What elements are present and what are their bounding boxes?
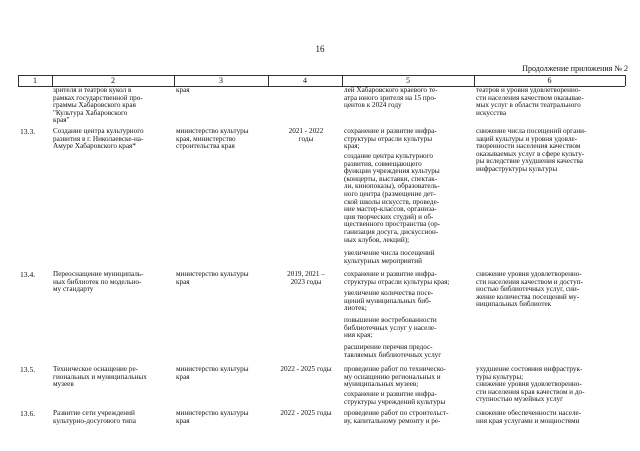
row-result: сохранение и развитие инфра- структуры отрасли культуры края; <box>344 127 437 151</box>
row-executor: края <box>176 86 190 94</box>
column-header: 6 <box>547 76 552 85</box>
column-header: 2 <box>111 76 115 85</box>
row-number: 13.3. <box>20 127 36 136</box>
row-consequences: театров и уровня удовлетворенно- сти населения качеством оказывае- мых услуг в области театрального искусства <box>476 86 584 117</box>
row-measure-name: зрителя и театров кукол в рамках государственной про- граммы Хабаровского края "Культура Хабаровского края" <box>53 86 143 125</box>
row-period: 2022 - 2025 годы <box>280 409 332 417</box>
row-consequences: снижение обеспеченности населе- ния края услугами и мощностями <box>476 409 582 425</box>
row-consequences: снижение уровня удовлетворенно- сти населения качеством и доступ- ностью библиотечных услуг, сни- жение количества посещений му- ниципальных библиотек <box>476 270 583 309</box>
row-executor: министерство культуры края, министерство строительства края <box>176 127 249 151</box>
row-executor: министерство культуры края <box>176 409 249 425</box>
row-number: 13.5. <box>20 365 36 374</box>
row-result: проведение работ по строительст- ву, капитальному ремонту и ре- <box>344 409 449 425</box>
column-divider <box>625 75 626 86</box>
row-result: сохранение и развитие инфра- структуры отрасли культуры края; <box>344 270 450 286</box>
column-header: 4 <box>303 76 307 85</box>
row-measure-name: Создание центра культурного развития в г. Николаевске-на- Амуре Хабаровского края* <box>53 127 144 151</box>
row-number: 13.4. <box>20 270 36 279</box>
page-number: 16 <box>315 44 325 54</box>
row-result: лей Хабаровского краевого те- атра юного зрителя на 15 про- центов к 2024 году <box>344 86 438 110</box>
row-period: 2021 - 2022 годы <box>288 127 324 143</box>
row-period: 2022 - 2025 годы <box>280 365 332 373</box>
appendix-continuation: Продолжение приложения № 2 <box>522 64 628 73</box>
row-measure-name: Техническое оснащение ре- гиональных и муниципальных музеев <box>53 365 147 389</box>
row-result: создание центра культурного развития, совмещающего функции учреждения культуры (концерты, выставки, спектак- ли, кинопоказы), образователь- ного центра (размещение дет- ской школы искусств, проведе- ние мастер-классов, организа- ция творческих студий) и об- щественного пространства (ор- ганизация досуга, дискуссион- ных клубов, лекций); <box>344 152 441 244</box>
row-consequences: снижение числа посещений органи- заций культуры и уровня удовле- творенности населения качеством оказываемых услуг в сфере культу- ры вследствие ухудшения качества инфраструктуры культуры <box>476 127 587 173</box>
column-header: 5 <box>406 76 410 85</box>
row-result: сохранение и развитие инфра- структуры учреждений культуры <box>344 390 446 406</box>
row-result: расширение перечня предос- тавляемых библиотечных услуг <box>344 343 442 359</box>
row-number: 13.6. <box>20 409 36 418</box>
row-measure-name: Переоснащение муниципаль- ных библиотек по модельно- му стандарту <box>53 270 144 294</box>
row-result: увеличение количества посе- щений муниципальных биб- лиотек; <box>344 289 434 313</box>
column-header: 1 <box>33 76 37 85</box>
row-result: проведение работ по техническо- му оснащению региональных и муниципальных музеев; <box>344 365 446 389</box>
row-consequences: ухудшение состояния инфраструк- туры культуры; снижение уровня удовлетворенно- сти населения края качеством и до- ступностью музейных услуг <box>476 365 585 404</box>
row-result: повышение востребованности библиотечных услуг у населе- ния края; <box>344 316 437 340</box>
row-result: увеличение числа посещений культурных мероприятий <box>344 249 435 265</box>
row-measure-name: Развитие сети учреждений культурно-досугового типа <box>53 409 136 425</box>
row-executor: министерство культуры края <box>176 270 249 286</box>
row-period: 2019, 2021 – 2023 годы <box>287 270 325 286</box>
column-header: 3 <box>219 76 223 85</box>
row-executor: министерство культуры края <box>176 365 249 381</box>
